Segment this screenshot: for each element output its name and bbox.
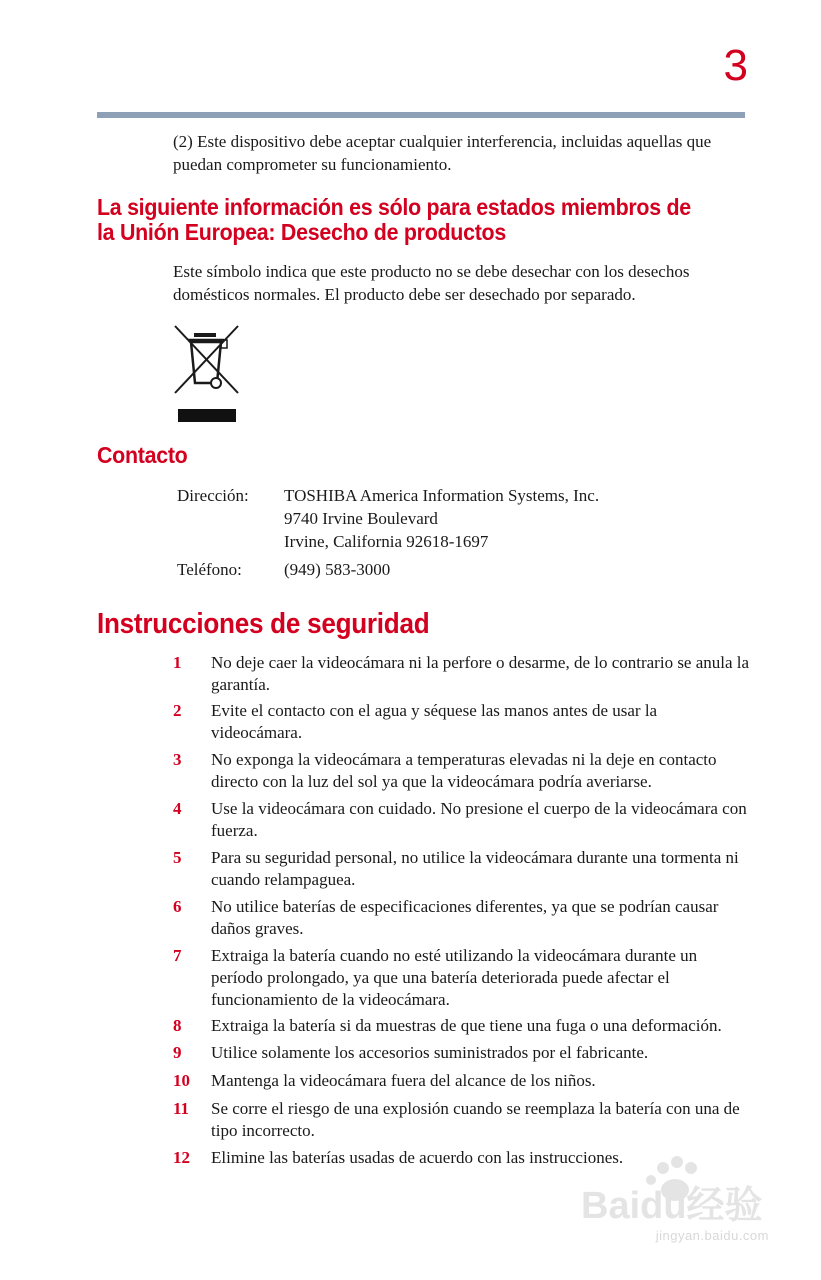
list-item-number: 6 — [173, 897, 182, 916]
contact-heading: Contacto — [97, 442, 188, 468]
list-item-number: 1 — [173, 653, 182, 672]
header-rule — [97, 112, 745, 118]
list-item-number: 7 — [173, 946, 182, 965]
list-item-number: 12 — [173, 1148, 190, 1167]
list-item-number: 4 — [173, 799, 182, 818]
list-item: Para su seguridad personal, no utilice la videocámara durante una tormenta ni cuando relampaguea. — [211, 848, 739, 889]
phone-value: (949) 583-3000 — [284, 560, 391, 579]
list-item-number: 2 — [173, 701, 182, 720]
watermark-brand: Baidu经验 — [581, 1185, 763, 1227]
address-line-3: Irvine, California 92618-1697 — [284, 532, 489, 551]
eu-disposal-heading: La siguiente información es sólo para estados miembros de la Unión Europea: Desecho de productos — [97, 194, 691, 245]
watermark-url: jingyan.baidu.com — [655, 1228, 769, 1243]
list-item: Se corre el riesgo de una explosión cuando se reemplaza la batería con una de tipo incorrecto. — [211, 1099, 740, 1140]
list-item: No deje caer la videocámara ni la perfore o desarme, de lo contrario se anula la garantía. — [211, 653, 750, 694]
address-line-1: TOSHIBA America Information Systems, Inc. — [284, 486, 600, 505]
list-item: Elimine las baterías usadas de acuerdo con las instrucciones. — [211, 1148, 624, 1167]
phone-label: Teléfono: — [177, 560, 242, 579]
weee-crossed-bin-icon — [172, 323, 242, 423]
list-item: Use la videocámara con cuidado. No presione el cuerpo de la videocámara con fuerza. — [211, 799, 747, 840]
eu-disposal-text: Este símbolo indica que este producto no se debe desechar con los desechos domésticos normales. El producto debe ser desechado por separado. — [173, 262, 690, 304]
safety-heading: Instrucciones de seguridad — [97, 608, 430, 640]
address-label: Dirección: — [177, 486, 249, 505]
address-line-2: 9740 Irvine Boulevard — [284, 509, 438, 528]
list-item-number: 9 — [173, 1043, 182, 1062]
list-item: Mantenga la videocámara fuera del alcance de los niños. — [211, 1071, 596, 1090]
list-item-number: 10 — [173, 1071, 190, 1090]
list-item-number: 11 — [173, 1099, 190, 1118]
list-item-number: 3 — [173, 750, 182, 769]
list-item: Evite el contacto con el agua y séquese las manos antes de usar la videocámara. — [211, 701, 658, 742]
intro-paragraph: (2) Este dispositivo debe aceptar cualquier interferencia, incluidas aquellas que puedan comprometer su funcionamiento. — [173, 132, 712, 174]
list-item: Extraiga la batería cuando no esté utilizando la videocámara durante un período prolongado, ya que una batería deteriorada puede afectar el funcionamiento de la videocámara. — [211, 946, 698, 1009]
list-item: Utilice solamente los accesorios suministrados por el fabricante. — [211, 1043, 649, 1062]
list-item: Extraiga la batería si da muestras de que tiene una fuga o una deformación. — [211, 1016, 722, 1035]
list-item-number: 5 — [173, 848, 182, 867]
list-item: No exponga la videocámara a temperaturas elevadas ni la deje en contacto directo con la luz del sol ya que la videocámara podría averiarse. — [211, 750, 717, 791]
page-number: 3 — [723, 41, 747, 90]
list-item-number: 8 — [173, 1016, 182, 1035]
list-item: No utilice baterías de especificaciones diferentes, ya que se podrían causar daños graves. — [211, 897, 719, 938]
